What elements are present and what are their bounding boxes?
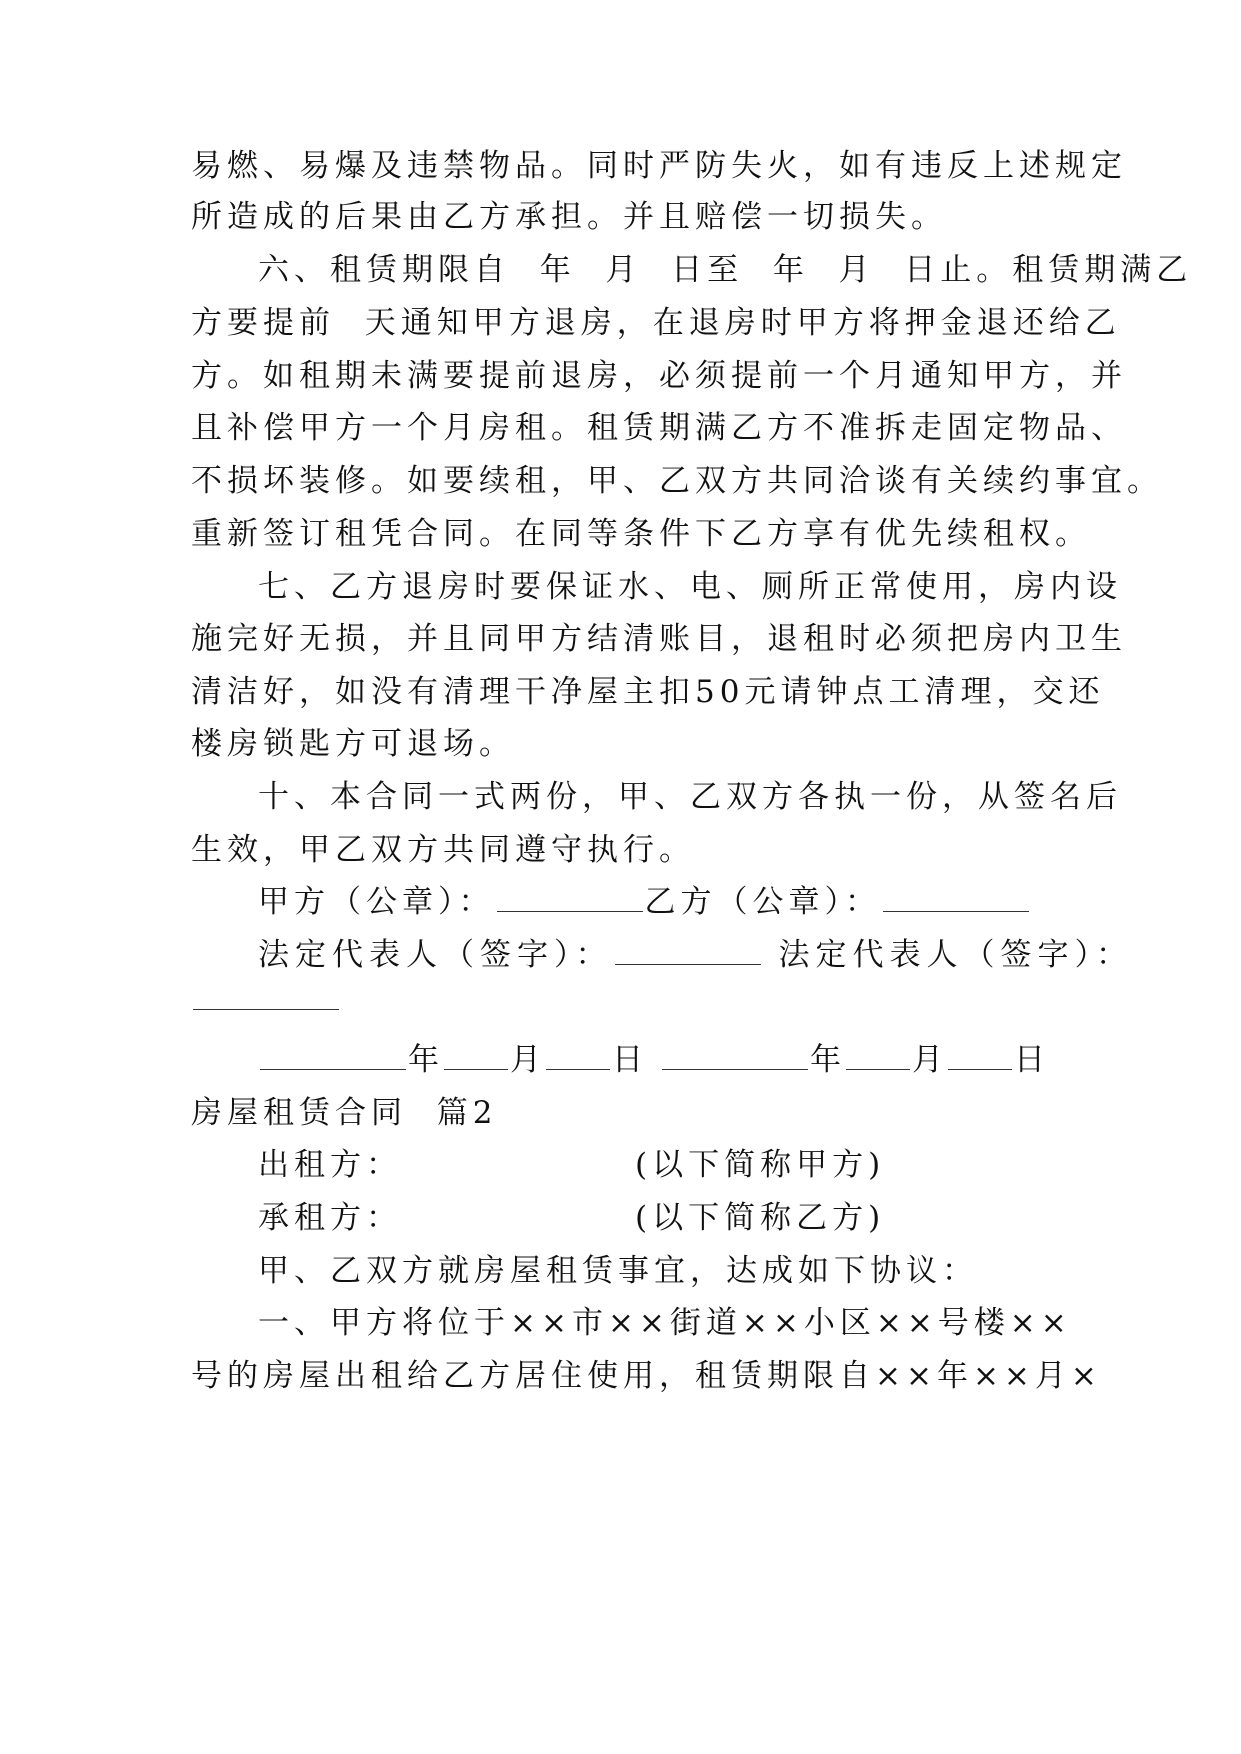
date-line — [258, 1040, 1138, 1080]
clause-6-line-1: 六、租赁期限自 年 月 日至 年 月 日止。租赁期满乙 — [258, 252, 1193, 288]
clause-6-line-3: 方。如租期未满要提前退房，必须提前一个月通知甲方，并 — [191, 358, 1127, 394]
date-b-month-label: 月 — [912, 1042, 946, 1078]
lessee-line — [258, 1198, 1138, 1238]
clause-7-line-2: 施完好无损，并且同甲方结清账目，退租时必须把房内卫生 — [191, 621, 1127, 657]
date-a-month-blank[interactable] — [444, 1041, 508, 1070]
clause-7-line-4: 楼房锁匙方可退场。 — [191, 726, 515, 762]
clause-6-line-5: 不损坏装修。如要续租，甲、乙双方共同洽谈有关续约事宜。 — [191, 463, 1163, 499]
date-b-year-label: 年 — [810, 1042, 844, 1078]
clause-6-line-6: 重新签订租凭合同。在同等条件下乙方享有优先续租权。 — [191, 516, 1091, 552]
clause-6-line-2: 方要提前 天通知甲方退房，在退房时甲方将押金退还给乙 — [191, 305, 1121, 341]
lessee-note: (以下简称乙方) — [635, 1200, 886, 1236]
rep-a-blank[interactable] — [615, 936, 761, 965]
clause-6-line-4: 且补偿甲方一个月房租。租赁期满乙方不准拆走固定物品、 — [191, 410, 1127, 446]
rep-b-label: 法定代表人（签字）： — [778, 937, 1133, 973]
date-a-day-blank[interactable] — [546, 1041, 610, 1070]
date-b-day-label: 日 — [1014, 1042, 1048, 1078]
rep-a-label: 法定代表人（签字）： — [258, 937, 613, 973]
party-b-seal-label: 乙方（公章）： — [644, 884, 881, 920]
seal-line — [258, 882, 1138, 922]
party-a-seal-label: 甲方（公章）： — [258, 884, 495, 920]
date-b-month-blank[interactable] — [846, 1041, 910, 1070]
lessor-label: 出租方： — [258, 1147, 402, 1183]
body-line-1: 易燃、易爆及违禁物品。同时严防失火，如有违反上述规定 — [191, 148, 1127, 184]
date-a-month-label: 月 — [510, 1042, 544, 1078]
clause-10-line-1: 十、本合同一式两份，甲、乙双方各执一份，从签名后 — [258, 779, 1122, 815]
agreement-intro: 甲、乙双方就房屋租赁事宜，达成如下协议： — [258, 1253, 978, 1289]
lessor-note: (以下简称甲方) — [635, 1147, 886, 1183]
clause-7-line-3: 清洁好，如没有清理干净屋主扣50元请钟点工清理，交还 — [191, 674, 1105, 710]
date-b-year-blank[interactable] — [662, 1041, 808, 1070]
section-2-title: 房屋租赁合同 篇2 — [191, 1095, 498, 1131]
lessee-label: 承租方： — [258, 1200, 402, 1236]
date-a-year-blank[interactable] — [260, 1041, 406, 1070]
party-b-seal-blank[interactable] — [883, 883, 1029, 912]
rep-b-blank-line — [191, 980, 1071, 1020]
representative-line — [258, 935, 1138, 975]
section-2-clause-1-line-2: 号的房屋出租给乙方居住使用，租赁期限自××年××月× — [191, 1358, 1102, 1394]
date-a-year-label: 年 — [408, 1042, 442, 1078]
clause-7-line-1: 七、乙方退房时要保证水、电、厕所正常使用，房内设 — [258, 569, 1122, 605]
section-2-clause-1-line-1: 一、甲方将位于××市××街道××小区××号楼×× — [258, 1305, 1072, 1341]
body-line-2: 所造成的后果由乙方承担。并且赔偿一切损失。 — [191, 199, 947, 235]
party-a-seal-blank[interactable] — [497, 883, 643, 912]
date-b-day-blank[interactable] — [948, 1041, 1012, 1070]
clause-10-line-2: 生效，甲乙双方共同遵守执行。 — [191, 832, 695, 868]
rep-b-blank[interactable] — [193, 981, 339, 1010]
date-a-day-label: 日 — [612, 1042, 646, 1078]
lessor-line — [258, 1145, 1138, 1185]
